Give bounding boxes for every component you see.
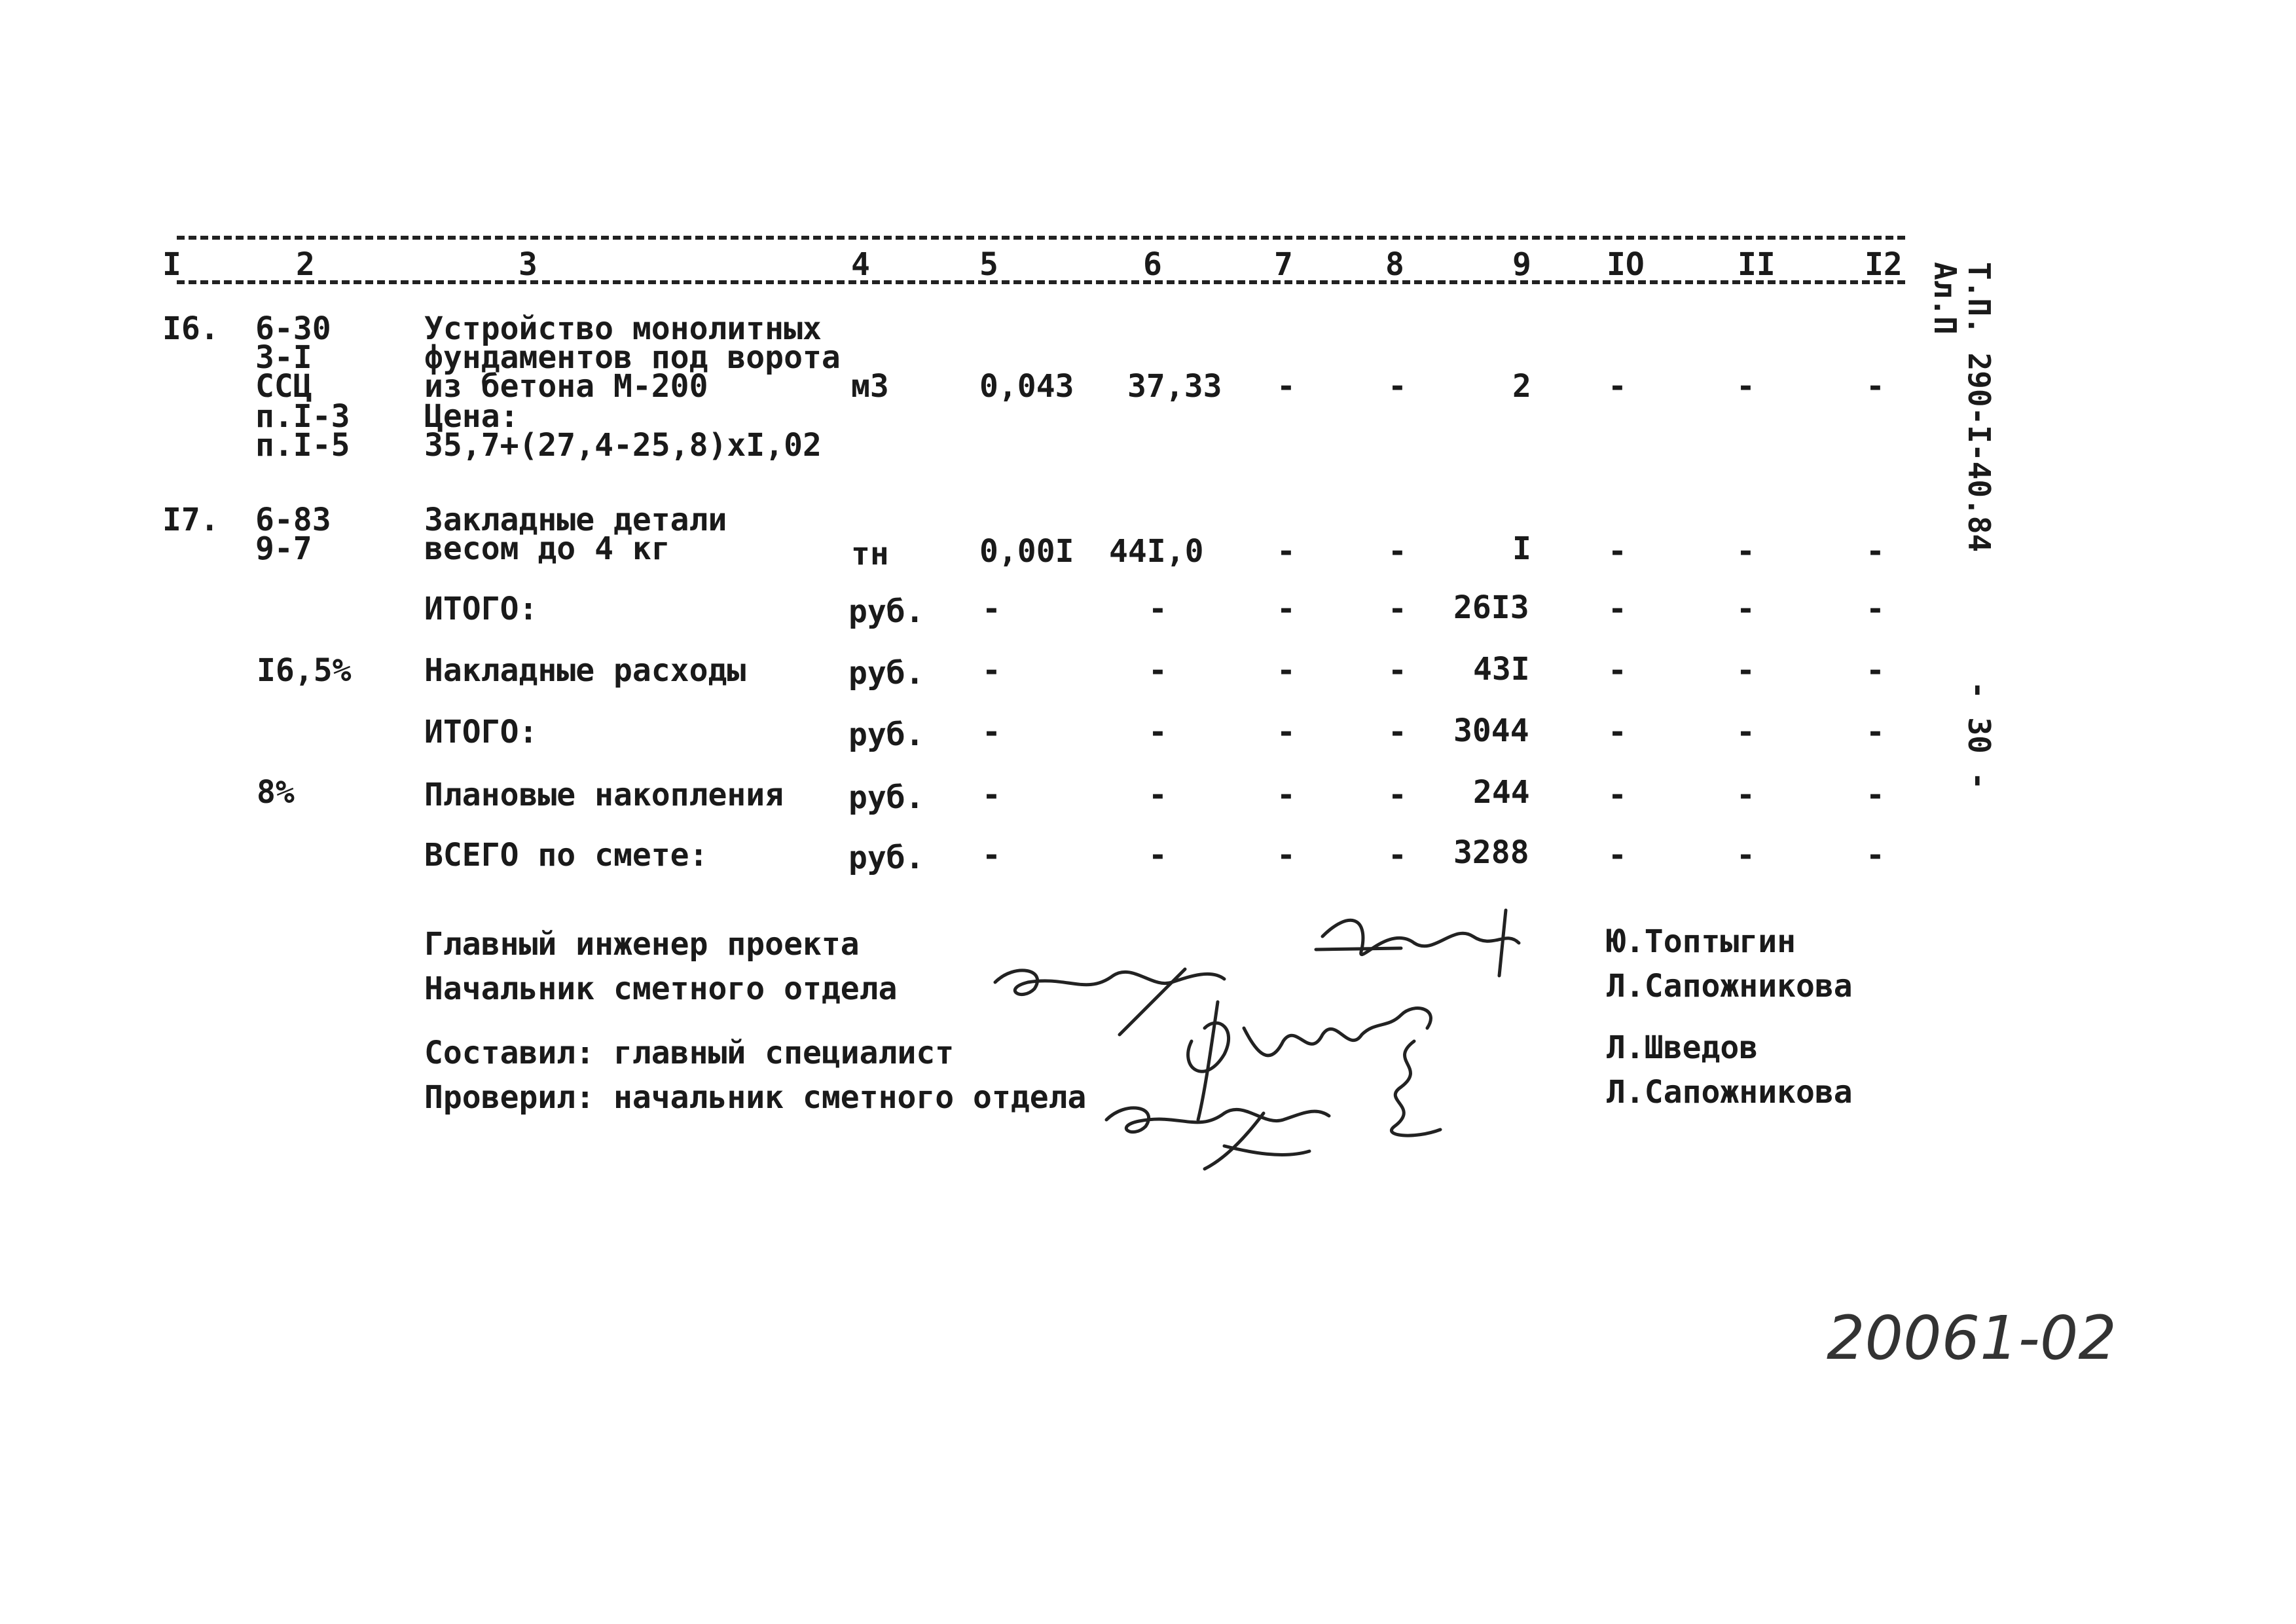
totals-unit: руб. xyxy=(848,779,924,816)
totals-value: 26I3 xyxy=(1453,589,1529,626)
row-unit: м3 xyxy=(851,368,889,405)
col-header-7: 7 xyxy=(1274,246,1293,283)
col-header-4: 4 xyxy=(851,246,870,283)
handwritten-signature xyxy=(1309,897,1532,989)
row-number: I6. xyxy=(162,310,219,347)
row-col12: - xyxy=(1866,368,1885,405)
dash: - xyxy=(1277,837,1296,874)
totals-value: 3044 xyxy=(1453,712,1529,749)
row-description: Цена: xyxy=(424,398,519,435)
dash: - xyxy=(1866,652,1885,689)
dash: - xyxy=(982,591,1001,627)
totals-unit: руб. xyxy=(848,655,924,692)
dash: - xyxy=(1277,777,1296,813)
row-total: 2 xyxy=(1512,368,1531,405)
totals-unit: руб. xyxy=(848,840,924,876)
col-header-3: 3 xyxy=(519,246,538,283)
dash: - xyxy=(982,837,1001,874)
dash: - xyxy=(1388,837,1407,874)
dash: - xyxy=(982,714,1001,750)
col-header-12: I2 xyxy=(1865,246,1903,283)
dash: - xyxy=(1148,652,1167,689)
col-header-5: 5 xyxy=(979,246,998,283)
side-album-label: Ал.П xyxy=(1927,262,1963,335)
dash: - xyxy=(1608,777,1627,813)
dash: - xyxy=(1148,714,1167,750)
dash: - xyxy=(1608,652,1627,689)
signature-name: Л.Сапожникова xyxy=(1607,1074,1853,1111)
dash: - xyxy=(982,652,1001,689)
row-description: Закладные детали xyxy=(424,502,727,538)
totals-unit: руб. xyxy=(848,593,924,630)
dash: - xyxy=(982,777,1001,813)
dash: - xyxy=(1277,714,1296,750)
signature-name: Л.Сапожникова xyxy=(1607,968,1853,1005)
row-code: 3-I xyxy=(255,339,312,376)
dash: - xyxy=(1866,777,1885,813)
dash: - xyxy=(1148,837,1167,874)
row-total: I xyxy=(1512,530,1531,567)
row-code: 6-30 xyxy=(255,310,331,347)
dash: - xyxy=(1277,591,1296,627)
dash: - xyxy=(1866,591,1885,627)
totals-value: 43I xyxy=(1473,651,1530,688)
dash: - xyxy=(1388,714,1407,750)
row-col7: - xyxy=(1277,368,1296,405)
col-header-6: 6 xyxy=(1143,246,1162,283)
dash: - xyxy=(1866,714,1885,750)
row-col10: - xyxy=(1608,368,1627,405)
row-col11: - xyxy=(1736,368,1755,405)
row-col7: - xyxy=(1277,533,1296,570)
dash: - xyxy=(1277,652,1296,689)
row-unit-price: 44I,0 xyxy=(1109,533,1204,570)
signature-name: Ю.Топтыгин xyxy=(1607,923,1796,960)
dash: - xyxy=(1388,777,1407,813)
dash: - xyxy=(1608,837,1627,874)
col-header-9: 9 xyxy=(1512,246,1531,283)
dash: - xyxy=(1608,714,1627,750)
row-col8: - xyxy=(1388,368,1407,405)
dash: - xyxy=(1388,591,1407,627)
row-unit: тн xyxy=(851,536,889,572)
row-description: 35,7+(27,4-25,8)хI,02 xyxy=(424,427,822,464)
signature-role: Начальник сметного отдела xyxy=(424,970,898,1007)
dash: - xyxy=(1388,652,1407,689)
row-quantity: 0,00I xyxy=(979,533,1074,570)
dash: - xyxy=(1736,714,1755,750)
header-bottom-rule xyxy=(177,280,1905,284)
dash: - xyxy=(1608,591,1627,627)
row-code: 9-7 xyxy=(255,530,312,567)
dash: - xyxy=(1736,652,1755,689)
stamp-number: 20061-02 xyxy=(1827,1303,2117,1373)
row-quantity: 0,043 xyxy=(979,368,1074,405)
col-header-8: 8 xyxy=(1385,246,1404,283)
row-code: 6-83 xyxy=(255,502,331,538)
header-top-rule xyxy=(177,236,1905,240)
col-header-1: I xyxy=(162,246,181,283)
side-page-number: - 30 - xyxy=(1961,681,1997,790)
signature-role: Составил: главный специалист xyxy=(424,1035,955,1071)
totals-label: ИТОГО: xyxy=(424,591,538,627)
row-code: п.I-3 xyxy=(255,398,350,435)
dash: - xyxy=(1736,591,1755,627)
totals-label: Накладные расходы xyxy=(424,652,746,689)
row-code: п.I-5 xyxy=(255,427,350,464)
row-code: ССЦ xyxy=(255,368,312,405)
dash: - xyxy=(1736,777,1755,813)
totals-label: Плановые накопления xyxy=(424,777,784,813)
totals-code: 8% xyxy=(257,774,295,811)
signature-role: Проверил: начальник сметного отдела xyxy=(424,1079,1087,1116)
row-col8: - xyxy=(1388,533,1407,570)
side-doc-label: Т.П. 290-I-40.84 xyxy=(1961,262,1997,553)
row-col12: - xyxy=(1866,533,1885,570)
row-col11: - xyxy=(1736,533,1755,570)
dash: - xyxy=(1736,837,1755,874)
totals-label: ВСЕГО по смете: xyxy=(424,837,708,874)
totals-code: I6,5% xyxy=(257,652,352,689)
col-header-11: II xyxy=(1738,246,1776,283)
signature-name: Л.Шведов xyxy=(1607,1029,1758,1066)
row-description: Устройство монолитных xyxy=(424,310,822,347)
totals-value: 244 xyxy=(1473,774,1530,811)
totals-unit: руб. xyxy=(848,716,924,753)
signature-role: Главный инженер проекта xyxy=(424,926,860,963)
handwritten-signature xyxy=(1093,1074,1342,1172)
row-col10: - xyxy=(1608,533,1627,570)
row-description: из бетона М-200 xyxy=(424,368,708,405)
dash: - xyxy=(1148,591,1167,627)
dash: - xyxy=(1148,777,1167,813)
row-description: весом до 4 кг xyxy=(424,530,670,567)
dash: - xyxy=(1866,837,1885,874)
totals-label: ИТОГО: xyxy=(424,714,538,750)
col-header-10: IO xyxy=(1607,246,1645,283)
col-header-2: 2 xyxy=(296,246,315,283)
row-description: фундаментов под ворота xyxy=(424,339,841,376)
totals-value: 3288 xyxy=(1453,834,1529,871)
row-unit-price: 37,33 xyxy=(1127,368,1222,405)
row-number: I7. xyxy=(162,502,219,538)
